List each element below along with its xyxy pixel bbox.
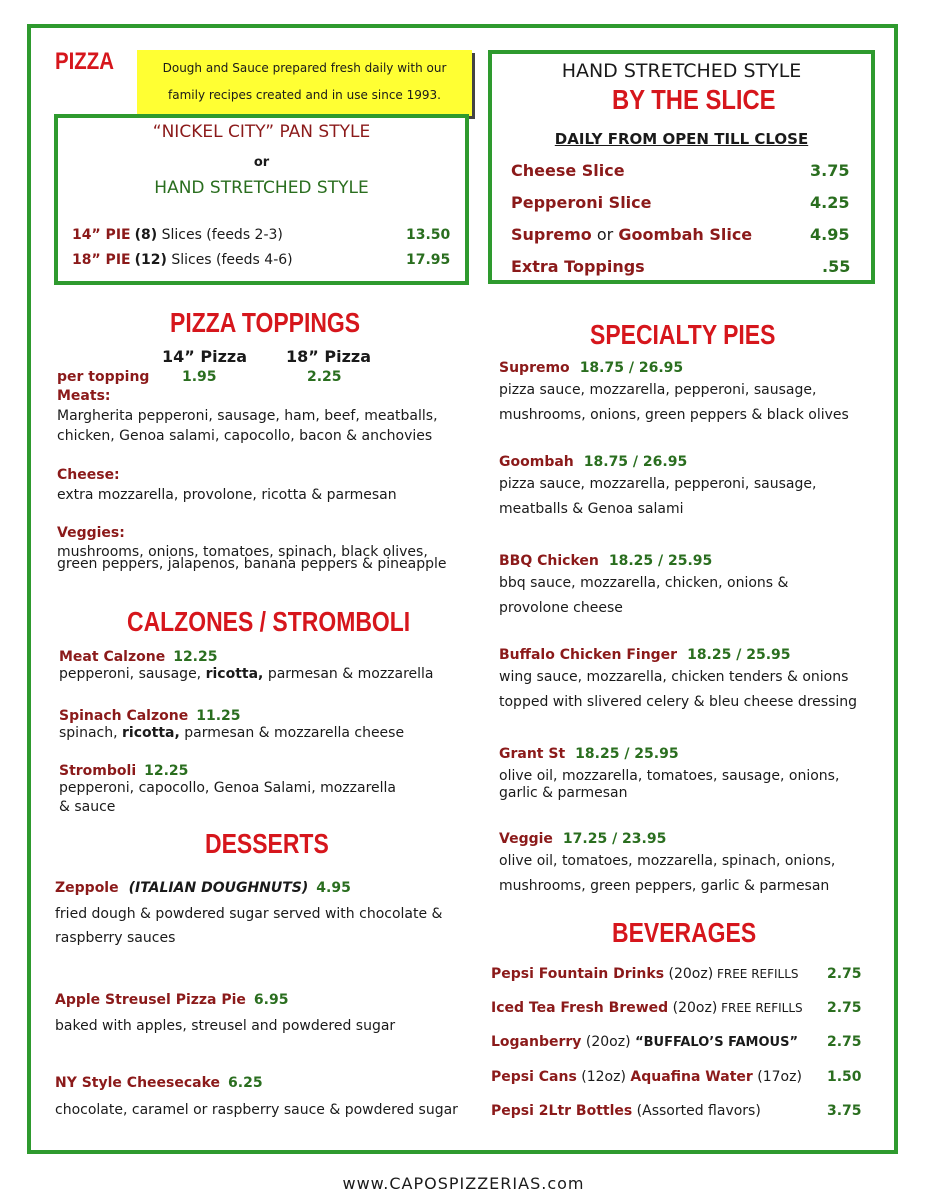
- topping-price-14: 1.95: [182, 369, 217, 385]
- veggies-line-2: green peppers, jalapenos, banana peppers & pineapple: [57, 556, 447, 572]
- cheese-label: Cheese:: [57, 467, 120, 483]
- ny-cheesecake: NY Style Cheesecake 6.25: [55, 1075, 263, 1091]
- desserts-title: DESSERTS: [205, 828, 329, 859]
- toppings-title: PIZZA TOPPINGS: [170, 307, 361, 338]
- grant-st-pie: Grant St 18.25 / 25.95: [499, 746, 679, 762]
- veggie-pie: Veggie 17.25 / 23.95: [499, 831, 667, 847]
- stromboli: Stromboli 12.25: [59, 763, 189, 779]
- bev-pepsi-fountain-price: 2.75: [827, 966, 862, 982]
- cheese-slice: Cheese Slice: [511, 161, 625, 180]
- extra-toppings: Extra Toppings: [511, 257, 645, 276]
- zeppole-desc-2: raspberry sauces: [55, 930, 176, 946]
- note-line-2: family recipes created and in use since 1993.: [168, 88, 441, 102]
- stromboli-desc-2: & sauce: [59, 799, 116, 815]
- website-url[interactable]: www.CAPOSPIZZERIAS.com: [342, 1174, 585, 1193]
- meats-line-2: chicken, Genoa salami, capocollo, bacon & anchovies: [57, 428, 433, 444]
- calzones-title: CALZONES / STROMBOLI: [127, 606, 411, 637]
- spinach-calzone: Spinach Calzone 11.25: [59, 708, 241, 724]
- bev-pepsi-2ltr: Pepsi 2Ltr Bottles (Assorted flavors): [491, 1103, 761, 1119]
- goombah-desc-2: meatballs & Genoa salami: [499, 501, 684, 517]
- apple-streusel-desc: baked with apples, streusel and powdered sugar: [55, 1018, 396, 1034]
- cheese-slice-price: 3.75: [810, 161, 850, 180]
- pie-price-18: 17.95: [406, 252, 451, 268]
- col-18-pizza: 18” Pizza: [286, 347, 371, 366]
- note-line-1: Dough and Sauce prepared fresh daily with our: [162, 61, 447, 75]
- per-topping-label: per topping: [57, 369, 150, 385]
- meats-line-1: Margherita pepperoni, sausage, ham, beef, meatballs,: [57, 408, 438, 424]
- bev-pepsi-2ltr-price: 3.75: [827, 1103, 862, 1119]
- grant-st-desc-2: garlic & parmesan: [499, 785, 628, 801]
- topping-price-18: 2.25: [307, 369, 342, 385]
- supremo-desc-1: pizza sauce, mozzarella, pepperoni, sausage,: [499, 382, 817, 398]
- bev-pepsi-cans: Pepsi Cans (12oz) Aquafina Water (17oz): [491, 1069, 802, 1085]
- spinach-calzone-desc: spinach, ricotta, parmesan & mozzarella cheese: [59, 725, 405, 741]
- meat-calzone-desc: pepperoni, sausage, ricotta, parmesan & mozzarella: [59, 666, 434, 682]
- veggie-desc-2: mushrooms, green peppers, garlic & parmesan: [499, 878, 830, 894]
- bbq-chicken-desc-1: bbq sauce, mozzarella, chicken, onions &: [499, 575, 789, 591]
- bbq-chicken-desc-2: provolone cheese: [499, 600, 623, 616]
- fresh-daily-note: [137, 50, 472, 116]
- pepperoni-slice: Pepperoni Slice: [511, 193, 652, 212]
- ny-cheesecake-desc: chocolate, caramel or raspberry sauce & powdered sugar: [55, 1102, 458, 1118]
- veggie-desc-1: olive oil, tomatoes, mozzarella, spinach, onions,: [499, 853, 836, 869]
- veggies-line-1: mushrooms, onions, tomatoes, spinach, black olives,: [57, 544, 428, 560]
- veggies-label: Veggies:: [57, 525, 125, 541]
- col-14-pizza: 14” Pizza: [162, 347, 247, 366]
- pan-style-heading: “NICKEL CITY” PAN STYLE: [152, 122, 371, 142]
- goombah-pie: Goombah 18.75 / 26.95: [499, 454, 688, 470]
- pie-row-18: 18” PIE (12) Slices (feeds 4-6): [72, 252, 293, 268]
- supremo-desc-2: mushrooms, onions, green peppers & black olives: [499, 407, 849, 423]
- bev-pepsi-fountain: Pepsi Fountain Drinks (20oz) FREE REFILLS: [491, 966, 799, 982]
- zeppole: Zeppole (ITALIAN DOUGHNUTS) 4.95: [55, 880, 351, 896]
- specialty-title: SPECIALTY PIES: [590, 319, 776, 350]
- zeppole-desc-1: fried dough & powdered sugar served with chocolate &: [55, 906, 443, 922]
- slice-box: [488, 50, 875, 284]
- buffalo-chicken-desc-2: topped with slivered celery & bleu cheese dressing: [499, 694, 858, 710]
- bev-iced-tea-price: 2.75: [827, 1000, 862, 1016]
- supremo-pie: Supremo 18.75 / 26.95: [499, 360, 684, 376]
- pie-price-14: 13.50: [406, 227, 451, 243]
- pepperoni-slice-price: 4.25: [810, 193, 850, 212]
- pie-row-14: 14” PIE (8) Slices (feeds 2-3): [72, 227, 283, 243]
- buffalo-chicken-pie: Buffalo Chicken Finger 18.25 / 25.95: [499, 647, 791, 663]
- supremo-goombah-price: 4.95: [810, 225, 850, 244]
- bev-pepsi-cans-price: 1.50: [827, 1069, 862, 1085]
- apple-streusel: Apple Streusel Pizza Pie 6.95: [55, 992, 289, 1008]
- pizza-title: PIZZA: [55, 48, 114, 75]
- bev-iced-tea: Iced Tea Fresh Brewed (20oz) FREE REFILLS: [491, 1000, 803, 1016]
- meat-calzone: Meat Calzone 12.25: [59, 649, 218, 665]
- beverages-title: BEVERAGES: [612, 917, 757, 948]
- by-the-slice-heading: BY THE SLICE: [612, 84, 776, 115]
- meats-label: Meats:: [57, 388, 111, 404]
- bev-loganberry-price: 2.75: [827, 1034, 862, 1050]
- stromboli-desc-1: pepperoni, capocollo, Genoa Salami, mozzarella: [59, 780, 396, 796]
- daily-hours: DAILY FROM OPEN TILL CLOSE: [554, 130, 809, 148]
- hand-stretched-heading: HAND STRETCHED STYLE: [154, 178, 369, 198]
- buffalo-chicken-desc-1: wing sauce, mozzarella, chicken tenders & onions: [499, 669, 849, 685]
- extra-toppings-price: .55: [822, 257, 851, 276]
- bev-loganberry: Loganberry (20oz) “BUFFALO’S FAMOUS”: [491, 1034, 799, 1050]
- slice-heading: HAND STRETCHED STYLE: [561, 60, 802, 82]
- pan-style-box: [54, 114, 469, 285]
- goombah-desc-1: pizza sauce, mozzarella, pepperoni, sausage,: [499, 476, 817, 492]
- or-label: or: [253, 155, 270, 170]
- bbq-chicken-pie: BBQ Chicken 18.25 / 25.95: [499, 553, 713, 569]
- grant-st-desc-1: olive oil, mozzarella, tomatoes, sausage, onions,: [499, 768, 840, 784]
- supremo-goombah-slice: Supremo or Goombah Slice: [511, 225, 753, 244]
- cheese-line-1: extra mozzarella, provolone, ricotta & parmesan: [57, 487, 397, 503]
